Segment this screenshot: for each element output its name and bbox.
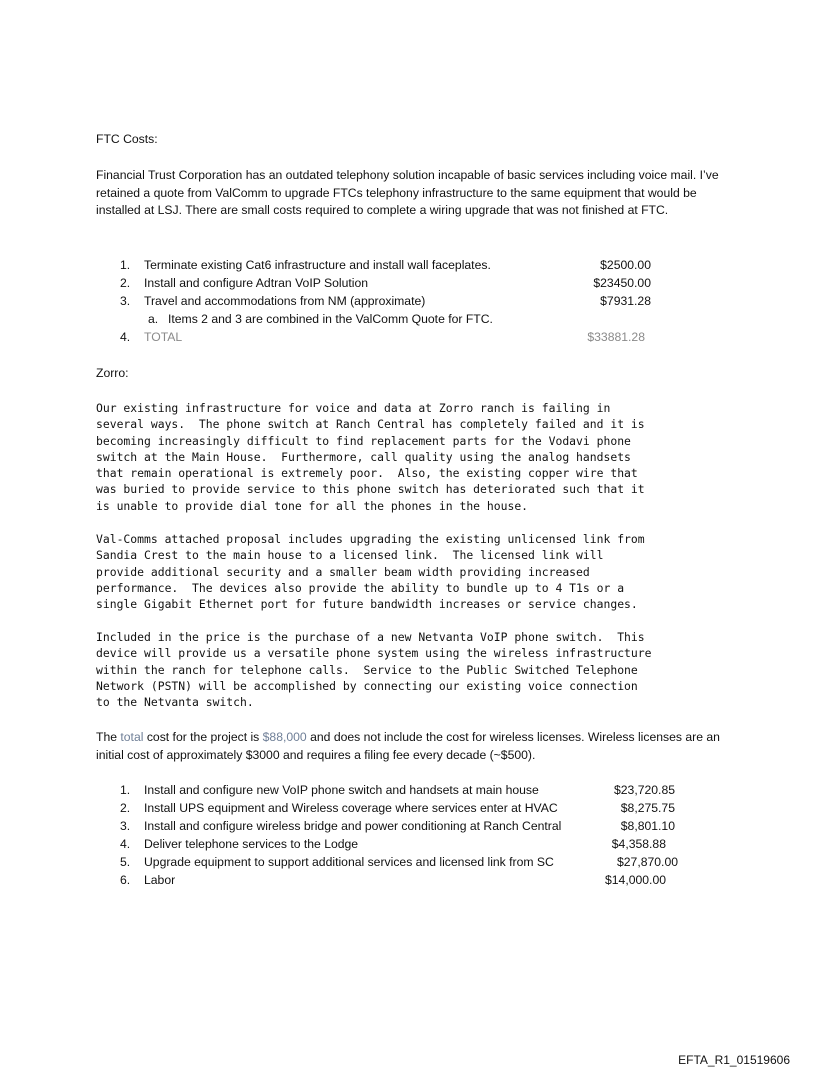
document-id-footer: EFTA_R1_01519606	[678, 1053, 790, 1067]
list-number: 2.	[120, 801, 131, 815]
item-label: Install and configure wireless bridge and power conditioning at Ranch Central	[144, 819, 562, 833]
item-label: Travel and accommodations from NM (approximate)	[144, 294, 426, 308]
total-amount: $33881.28	[587, 330, 645, 344]
ftc-item-1	[0, 257, 816, 275]
zorro-item-2	[0, 800, 816, 818]
zorro-item-3	[0, 818, 816, 836]
zorro-cost-paragraph	[96, 729, 726, 764]
zorro-paragraph-3: Included in the price is the purchase of a new Netvanta VoIP phone switch. This device will provide us a versatile phone system using the wireless infrastructure within the ranch for telephone calls. Service to the Public Switched Telephone Network (PSTN) will be accomplished by connecting our existing voice connection to the Netvanta switch.	[96, 630, 652, 710]
list-letter: a.	[148, 312, 159, 326]
zorro-paragraph-2: Val-Comms attached proposal includes upgrading the existing unlicensed link from Sandia Crest to the main house to a licensed link. The licensed link will provide additional security and a smaller beam width providing increased performance. The devices also provide the ability to bundle up to 4 T1s or a single Gigabit Ethernet port for future bandwidth increases or service changes.	[96, 532, 645, 612]
zorro-item-6	[0, 872, 816, 890]
ftc-total-row	[0, 329, 816, 347]
item-amount: $2500.00	[600, 258, 651, 272]
zorro-item-4	[0, 836, 816, 854]
list-number: 4.	[120, 837, 131, 851]
item-amount: $23,720.85	[614, 783, 675, 797]
zorro-heading: Zorro:	[96, 366, 129, 380]
cost-word-total: total	[120, 730, 144, 744]
item-amount: $23450.00	[593, 276, 651, 290]
list-number: 1.	[120, 258, 131, 272]
list-number: 4.	[120, 330, 131, 344]
list-number: 2.	[120, 276, 131, 290]
ftc-paragraph: Financial Trust Corporation has an outdated telephony solution incapable of basic services including voice mail. I’ve retained a quote from ValComm to upgrade FTCs telephony infrastructure to the same equipment that would be installed at LSJ. There are small costs required to complete a wiring upgrade that was not finished at FTC.	[96, 168, 719, 217]
item-amount: $27,870.00	[617, 855, 678, 869]
item-amount: $4,358.88	[611, 837, 666, 851]
item-amount: $7931.28	[600, 294, 651, 308]
item-label: Labor	[144, 873, 176, 887]
cost-text-part: cost for the project is	[143, 730, 263, 744]
ftc-subitem-a	[0, 311, 816, 329]
list-number: 1.	[120, 783, 131, 797]
cost-text-part: and does not include the cost for wireless licenses. Wireless licenses are an initial cost of approximately $3000 and requires a filing fee every decade (~$500).	[96, 730, 720, 762]
ftc-heading: FTC Costs:	[96, 132, 158, 146]
item-amount: $8,275.75	[620, 801, 675, 815]
cost-amount: $88,000	[262, 730, 307, 744]
zorro-paragraph-1: Our existing infrastructure for voice and data at Zorro ranch is failing in several ways. The phone switch at Ranch Central has completely failed and it is becoming increasingly difficult to find replacement parts for the Vodavi phone switch at the Main House. Furthermore, call quality using the analog handsets that remain operational is extremely poor. Also, the existing copper wire that was buried to provide service to this phone switch has deteriorated such that it is unable to provide dial tone for all the phones in the house.	[96, 401, 645, 513]
zorro-item-5	[0, 854, 816, 872]
item-amount: $14,000.00	[605, 873, 666, 887]
item-label: Upgrade equipment to support additional services and licensed link from SC	[144, 855, 554, 869]
item-label: Install and configure Adtran VoIP Solution	[144, 276, 369, 290]
item-label: Deliver telephone services to the Lodge	[144, 837, 359, 851]
ftc-item-3	[0, 293, 816, 311]
list-number: 3.	[120, 819, 131, 833]
list-number: 6.	[120, 873, 131, 887]
total-label: TOTAL	[144, 330, 183, 344]
item-label: Install UPS equipment and Wireless coverage where services enter at HVAC	[144, 801, 558, 815]
list-number: 3.	[120, 294, 131, 308]
ftc-item-2	[0, 275, 816, 293]
zorro-item-1	[0, 782, 816, 800]
item-label: Terminate existing Cat6 infrastructure and install wall faceplates.	[144, 258, 491, 272]
item-label: Install and configure new VoIP phone switch and handsets at main house	[144, 783, 539, 797]
item-amount: $8,801.10	[620, 819, 675, 833]
subitem-label: Items 2 and 3 are combined in the ValComm Quote for FTC.	[168, 312, 493, 326]
list-number: 5.	[120, 855, 131, 869]
cost-text-part: The	[96, 730, 121, 744]
